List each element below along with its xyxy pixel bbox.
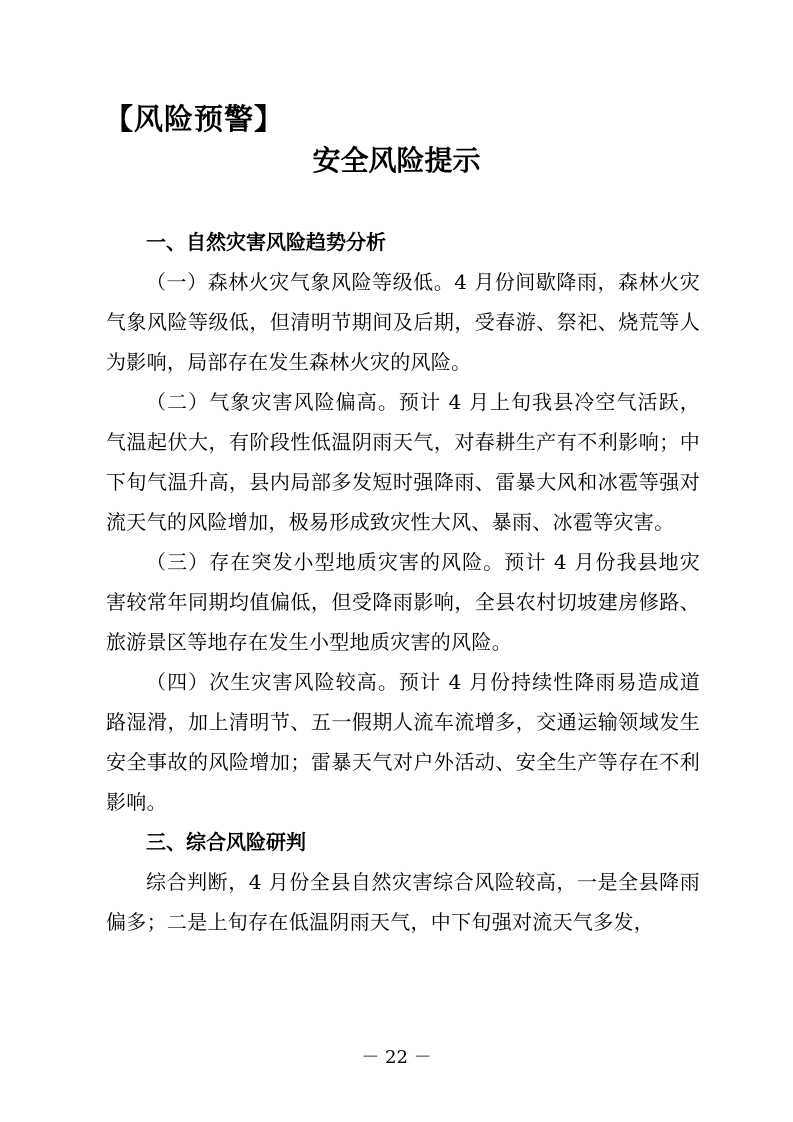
paragraph-geological-disaster: （三）存在突发小型地质灾害的风险。预计 4 月份我县地灾害较常年同期均值偏低，但受降雨影响，全县农村切坡建房修路、旅游景区等地存在发生小型地质灾害的风险。 — [106, 550, 700, 654]
section-heading: 三、综合风险研判 — [146, 830, 306, 854]
paragraph-weather-disaster: （二）气象灾害风险偏高。预计 4 月上旬我县冷空气活跃，气温起伏大，有阶段性低温阴雨天气，对春耕生产有不利影响；中下旬气温升高，县内局部多发短时强降雨、雷暴大风和冰雹等强对流天气的风险增加，极易形成致灾性大风、暴雨、冰雹等灾害。 — [106, 390, 700, 534]
section-heading: 一、自然灾害风险趋势分析 — [146, 230, 386, 254]
paragraph-secondary-disaster: （四）次生灾害风险较高。预计 4 月份持续性降雨易造成道路湿滑，加上清明节、五一假期人流车流增多，交通运输领域发生安全事故的风险增加；雷暴天气对户外活动、安全生产等存在不利影响。 — [106, 670, 700, 814]
paragraph-forest-fire: （一）森林火灾气象风险等级低。4 月份间歇降雨，森林火灾气象风险等级低，但清明节期间及后期，受春游、祭祀、烧荒等人为影响，局部存在发生森林火灾的风险。 — [106, 270, 700, 374]
document-title: 安全风险提示 — [312, 144, 481, 177]
document-body — [106, 222, 700, 942]
page-number: － 22 － — [361, 1047, 432, 1068]
section-tag: 【风险预警】 — [104, 102, 285, 136]
paragraph-overall-assessment: 综合判断，4 月份全县自然灾害综合风险较高，一是全县降雨偏多；二是上旬存在低温阴雨天气，中下旬强对流天气多发， — [106, 870, 700, 934]
